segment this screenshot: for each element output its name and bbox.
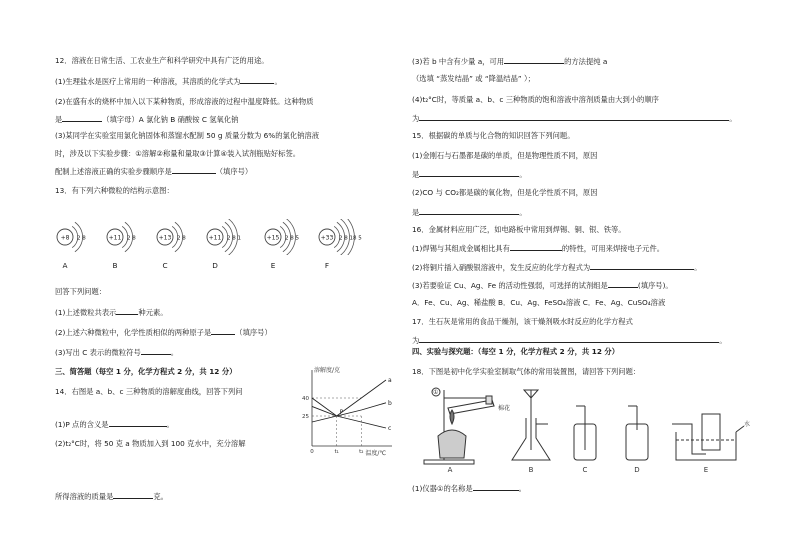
apparatus-e-water-trough [672, 414, 744, 460]
q15-part1-line2: 是 。 [412, 170, 527, 179]
electron-counts: 2 8 18 5 [339, 235, 362, 242]
q13-answer-intro: 回答下列问题： [55, 287, 107, 296]
answer-blank[interactable] [172, 165, 216, 174]
answer-blank[interactable] [211, 326, 235, 335]
nucleus-charge: +33 [320, 234, 334, 242]
answer-blank[interactable] [473, 482, 519, 491]
water-pointer [736, 426, 744, 432]
answer-blank[interactable] [504, 55, 564, 64]
y-tick-label: 25 [302, 414, 309, 420]
nucleus-charge: +8 [60, 234, 70, 242]
y-axis-label: 溶解度/克 [314, 367, 341, 374]
lab-apparatus-diagram [414, 380, 754, 476]
series-line-b [312, 403, 386, 416]
q13-stem: 13．有下列六种微粒的结构示意图： [55, 186, 174, 195]
series-label-a: a [388, 377, 392, 384]
answer-blank[interactable] [62, 113, 102, 122]
apparatus-label-b: B [528, 466, 534, 474]
q16-part3: (3)若要验证 Cu、Ag、Fe 的活动性强弱，可选择的试剂组是 (填序号)。 [412, 281, 673, 290]
q12-part1: (1)生理盐水是医疗上常用的一种溶液，其溶质的化学式为 。 [55, 77, 282, 86]
apparatus-label-d: D [634, 466, 640, 474]
x-tick-label: t₁ [334, 449, 339, 455]
section-4-heading: 四、实验与探究题：（每空 1 分，化学方程式 2 分，共 12 分） [412, 347, 620, 356]
answer-blank[interactable] [419, 168, 519, 177]
q16-part1: (1)焊锡与其组成金属相比具有 的特性，可用来焊接电子元件。 [412, 244, 665, 253]
atom-label: F [324, 261, 330, 270]
q14-part2: (2)t₂°C时，将 50 克 a 物质加入到 100 克水中，充分溶解 [55, 439, 246, 448]
delivery-tube [672, 424, 706, 454]
nucleus-charge: +13 [158, 234, 172, 242]
answer-blank[interactable] [113, 490, 153, 499]
atom-diagram-f [317, 219, 387, 255]
atom-label: A [62, 261, 68, 270]
q15-part2: (2)CO 与 CO₂都是碳的氧化物，但是化学性质不同，原因 [412, 188, 598, 197]
answer-blank[interactable] [419, 112, 729, 121]
solubility-curve-chart [288, 362, 406, 462]
x-tick-label: t₂ [359, 449, 364, 455]
marker-1: ① [433, 389, 439, 396]
atom-label: E [270, 261, 276, 270]
q15-part1: (1)金刚石与石墨都是碳的单质，但是物理性质不同，原因 [412, 151, 598, 160]
q12-part3-line2: 时，涉及以下实验步骤：①溶解②称量和量取③计算④装入试剂瓶贴好标签。 [55, 149, 301, 158]
q12-part2-line1: (2)在盛有水的烧杯中加入以下某种物质，形成溶液的过程中温度降低。这种物质 [55, 97, 314, 106]
y-tick-label: 40 [302, 396, 309, 402]
atom-label: D [212, 261, 218, 270]
answer-blank[interactable] [590, 261, 694, 270]
electron-counts: 2 8 [77, 235, 86, 242]
answer-blank[interactable] [141, 346, 171, 355]
q12-part3-line1: (3)某同学在实验室用氯化钠固体和蒸馏水配制 50 g 质量分数为 6%的氯化钠溶液 [55, 131, 320, 140]
electron-counts: 2 8 [177, 235, 186, 242]
q14-part1: (1)P 点的含义是 。 [55, 420, 174, 429]
series-line-a [312, 380, 386, 422]
section-3-heading: 三、简答题（每空 1 分，化学方程式 2 分，共 12 分） [55, 367, 237, 376]
q12-part2-line2: 是 （填字母）A 氯化钠 B 硝酸铵 C 氢氧化钠 [55, 115, 239, 124]
electron-counts: 2 8 1 [227, 235, 241, 242]
series-label-b: b [388, 399, 392, 407]
q13-part2: (2)上述六种微粒中，化学性质相似的两种原子是 （填序号） [55, 328, 272, 337]
right-column [412, 0, 772, 560]
q17-line2: 为 。 [412, 336, 727, 345]
cotton-label: 棉花 [498, 405, 511, 412]
nucleus-charge: +11 [208, 234, 222, 242]
point-p-label: P [339, 409, 344, 416]
q12-part3-line3: 配制上述溶液正确的实验步骤顺序是 （填序号） [55, 167, 253, 176]
left-column [55, 0, 415, 560]
q18-part1: (1)仪器①的名称是 。 [412, 484, 526, 493]
x-axis-label: 温度/℃ [365, 450, 387, 457]
answer-blank[interactable] [608, 279, 638, 288]
q14-part4-line2: 为 。 [412, 114, 737, 123]
alcohol-lamp [438, 430, 466, 458]
answer-blank[interactable] [419, 206, 519, 215]
q14-part3: 所得溶液的质量是 克。 [55, 492, 168, 501]
chart-axes [312, 370, 392, 446]
water-label: 水 [744, 421, 751, 428]
apparatus-c-bottle [574, 406, 596, 460]
q15-part2-line2: 是 。 [412, 208, 527, 217]
q18-stem: 18．下图是初中化学实验室制取气体的常用装置图，请回答下列问题： [412, 367, 641, 376]
flame-icon [450, 410, 454, 424]
answer-blank[interactable] [510, 242, 562, 251]
atom-label: C [162, 261, 168, 270]
iron-stand-base [424, 460, 474, 464]
q14-part3-hint: （选填 “蒸发结晶” 或 “降温结晶” ）； [412, 74, 535, 83]
inverted-bottle [702, 414, 720, 450]
atom-label: B [112, 261, 118, 270]
answer-blank[interactable] [419, 334, 719, 343]
q13-part1: (1)上述微粒共表示 种元素。 [55, 308, 168, 317]
q15-stem: 15．根据碳的单质与化合物的知识回答下列问题。 [412, 131, 575, 140]
q16-part2: (2)将铜片插入硝酸银溶液中，发生反应的化学方程式为 。 [412, 263, 702, 272]
apparatus-label-c: C [582, 466, 588, 474]
answer-blank[interactable] [116, 306, 138, 315]
q14-part4: (4)t₂°C时，等质量 a、b、c 三种物质的饱和溶液中溶剂质量由大到小的顺序 [412, 95, 659, 104]
q12-stem: 12．溶液在日常生活、工农业生产和科学研究中具有广泛的用途。 [55, 56, 269, 65]
cotton-plug [486, 396, 492, 404]
electron-counts: 2 8 [127, 235, 136, 242]
series-label-c: c [388, 425, 392, 432]
x-tick-label: 0 [310, 449, 314, 455]
nucleus-charge: +15 [266, 234, 280, 242]
apparatus-a-heating-setup [424, 388, 494, 464]
q16-stem: 16．金属材料应用广泛，如电路板中常用到焊锡、铜、银、铁等。 [412, 225, 626, 234]
apparatus-d-bottle [626, 406, 648, 460]
apparatus-label-e: E [703, 466, 709, 474]
answer-blank[interactable] [240, 75, 274, 84]
answer-blank[interactable] [109, 418, 167, 427]
apparatus-label-a: A [447, 466, 453, 474]
q13-part3: (3)写出 C 表示的微粒符号 。 [55, 348, 179, 357]
nucleus-charge: +11 [108, 234, 122, 242]
q14-part3: (3)若 b 中含有少量 a，可用 的方法提纯 a [412, 57, 608, 66]
water-trough [676, 432, 736, 460]
q17-stem: 17．生石灰是常用的食品干燥剂，该干燥剂吸水时反应的化学方程式 [412, 317, 633, 326]
apparatus-b-flask [512, 390, 550, 460]
q16-options: A．Fe、Cu、Ag、稀盐酸 B．Cu、Ag、FeSO₄溶液 C．Fe、Ag、CuSO₄溶液 [412, 298, 666, 307]
electron-counts: 2 8 5 [285, 235, 299, 242]
q14-stem: 14．右图是 a、b、c 三种物质的溶解度曲线，回答下列问 [55, 387, 243, 396]
